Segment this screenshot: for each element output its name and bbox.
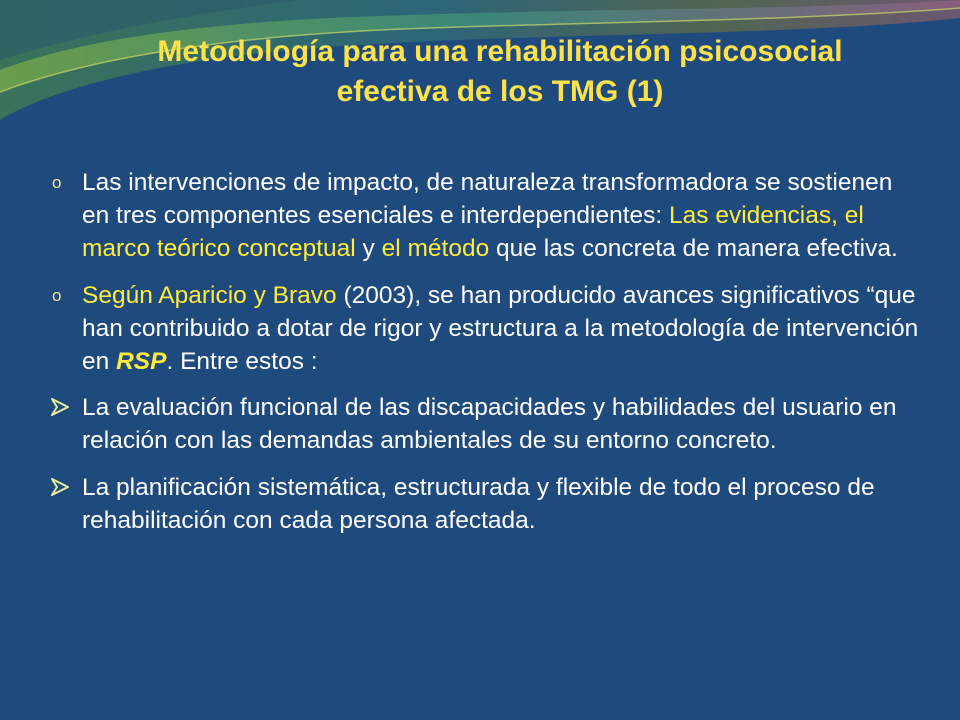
highlighted-text: Las evidencias, el marco teórico conceptual	[82, 202, 864, 263]
bullet-item	[50, 391, 920, 457]
bullet-text: (2003), se han producido avances significativos “que han contribuido a dotar de rigor y estructura a la metodología de intervención en	[82, 281, 919, 376]
bullet-text: Las intervenciones de impacto, de naturaleza transformadora se sostienen en tres componentes esenciales e interdependientes:	[82, 169, 893, 230]
bullet-text: La evaluación funcional de las discapacidades y habilidades del usuario en relación con las demandas ambientales de su entorno concreto.	[82, 394, 897, 455]
title-line-1: Metodología para una rehabilitación psicosocial	[157, 35, 843, 68]
rsp-acronym: RSP	[116, 348, 167, 376]
bullet-text: . Entre estos :	[166, 348, 318, 376]
highlighted-text: el método	[381, 235, 490, 263]
bullet-text: que las concreta de manera efectiva.	[489, 235, 898, 263]
bullet-text: La planificación sistemática, estructurada y flexible de todo el proceso de rehabilitación con cada persona afectada.	[82, 473, 875, 534]
slide-title	[120, 32, 880, 112]
arrow-bullet-icon	[50, 398, 70, 416]
bullet-item	[50, 279, 920, 379]
highlighted-text: Según Aparicio y Bravo	[82, 281, 337, 309]
slide-body	[50, 166, 920, 550]
circle-bullet-icon: o	[52, 285, 62, 305]
title-line-2: efectiva de los TMG (1)	[336, 75, 664, 108]
arrow-bullet-icon	[50, 478, 70, 496]
bullet-item	[50, 471, 920, 537]
bullet-item	[50, 166, 920, 266]
circle-bullet-icon: o	[52, 173, 62, 192]
bullet-text: y	[355, 235, 382, 263]
